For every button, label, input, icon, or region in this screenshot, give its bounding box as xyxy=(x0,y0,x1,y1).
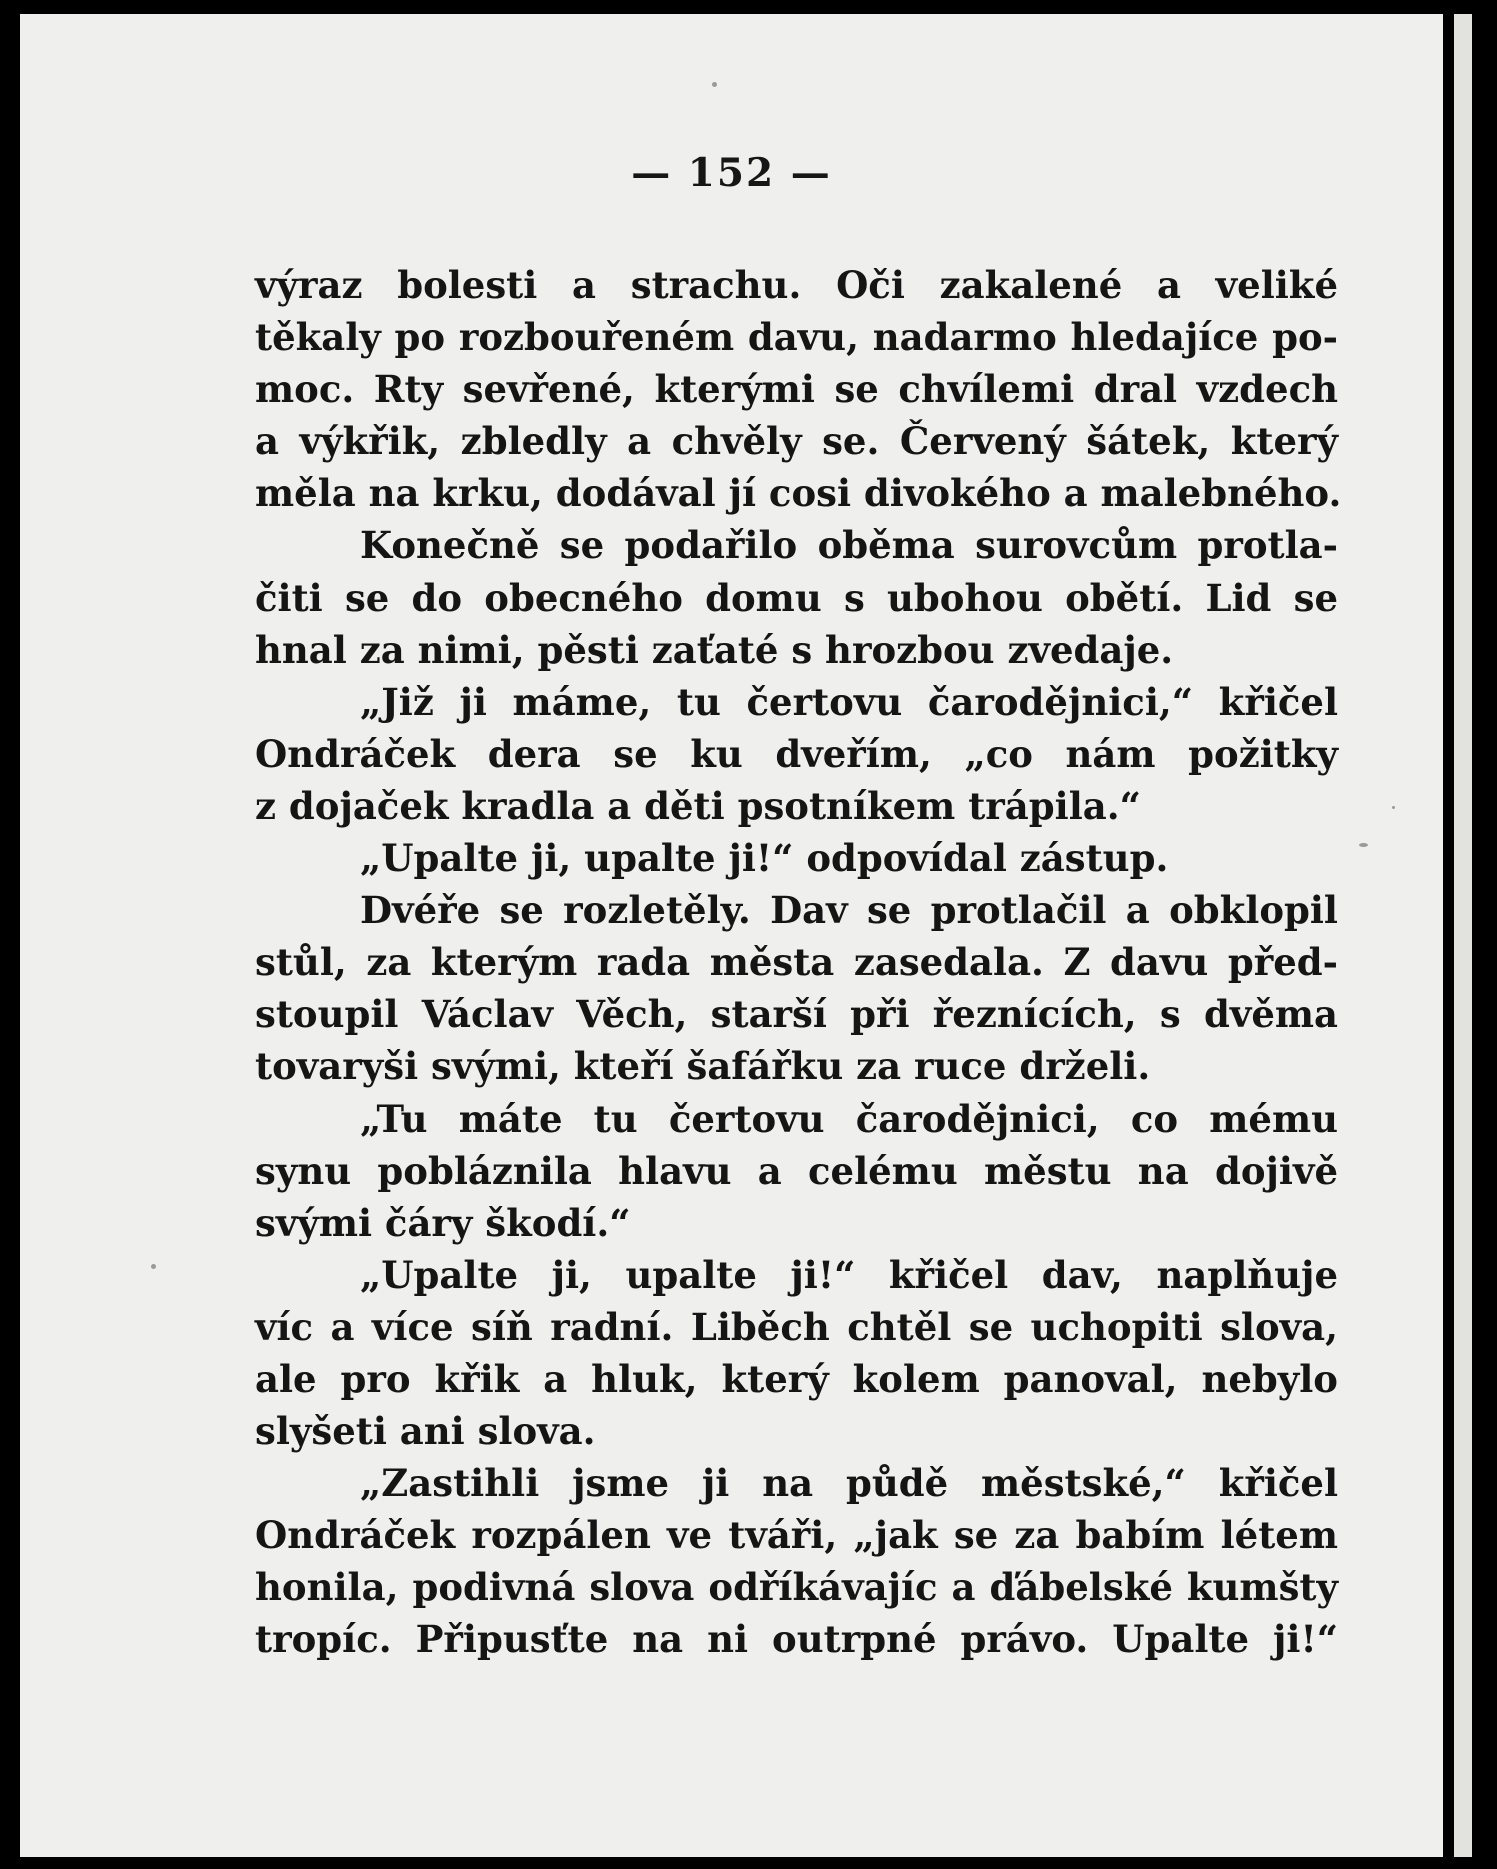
text-line: výraz bolesti a strachu. Oči zakalené a veliké xyxy=(255,263,1338,307)
text-line: „Již ji máme, tu čertovu čarodějnici,“ křičel xyxy=(360,679,1338,724)
text-line: „Tu máte tu čertovu čarodějnici, co mému xyxy=(360,1096,1338,1141)
text-line: svými čáry škodí.“ xyxy=(255,1200,631,1245)
text-line: tropíc. Připusťte na ni outrpné právo. Upalte ji!“ xyxy=(255,1617,1338,1662)
paper-speck xyxy=(1392,806,1395,809)
text-line: stoupil Václav Věch, starší při řeznících, s dvěma xyxy=(255,992,1338,1037)
text-line: honila, podivná slova odříkávajíc a ďábelské kumšty xyxy=(255,1565,1338,1610)
text-line: čiti se do obecného domu s ubohou obětí. Lid se xyxy=(255,575,1338,620)
paper-speck xyxy=(712,82,717,87)
text-line: „Zastihli jsme ji na půdě městské,“ křičel xyxy=(360,1461,1338,1506)
text-line: Konečně se podařilo oběma surovcům protla- xyxy=(360,523,1338,568)
text-line: moc. Rty sevřené, kterými se chvílemi dral vzdech xyxy=(255,367,1338,412)
page-number: — 152 — xyxy=(631,150,832,196)
text-line: „Upalte ji, upalte ji!“ odpovídal zástup. xyxy=(360,836,1169,881)
text-line: ale pro křik a hluk, který kolem panoval, nebylo xyxy=(255,1356,1338,1401)
text-line: „Upalte ji, upalte ji!“ křičel dav, naplňuje xyxy=(360,1252,1338,1297)
book-page xyxy=(20,14,1443,1857)
text-line: Ondráček dera se ku dveřím, „co nám požitky xyxy=(255,731,1338,776)
text-line: z dojaček kradla a děti psotníkem trápila.“ xyxy=(255,783,1141,828)
text-line: tovaryši svými, kteří šafářku za ruce drželi. xyxy=(255,1044,1151,1089)
text-line: Dvéře se rozletěly. Dav se protlačil a obklopil xyxy=(360,888,1338,933)
text-line: slyšeti ani slova. xyxy=(255,1409,596,1454)
paper-speck xyxy=(1359,843,1368,847)
text-line: a výkřik, zbledly a chvěly se. Červený šátek, který xyxy=(255,419,1338,464)
text-line: měla na krku, dodával jí cosi divokého a malebného. xyxy=(255,471,1342,516)
text-line: víc a více síň radní. Liběch chtěl se uchopiti slova, xyxy=(255,1304,1338,1349)
text-line: hnal za nimi, pěsti zaťaté s hrozbou zvedaje. xyxy=(255,627,1174,672)
adjacent-page-edge xyxy=(1454,14,1472,1857)
paper-speck xyxy=(151,1264,156,1269)
text-line: těkaly po rozbouřeném davu, nadarmo hledajíce po- xyxy=(255,315,1338,360)
body-text xyxy=(255,259,1342,1666)
text-line: stůl, za kterým rada města zasedala. Z davu před- xyxy=(255,940,1338,985)
text-line: synu pobláznila hlavu a celému městu na dojivě xyxy=(255,1148,1338,1193)
text-line: Ondráček rozpálen ve tváři, „jak se za babím létem xyxy=(255,1513,1338,1558)
